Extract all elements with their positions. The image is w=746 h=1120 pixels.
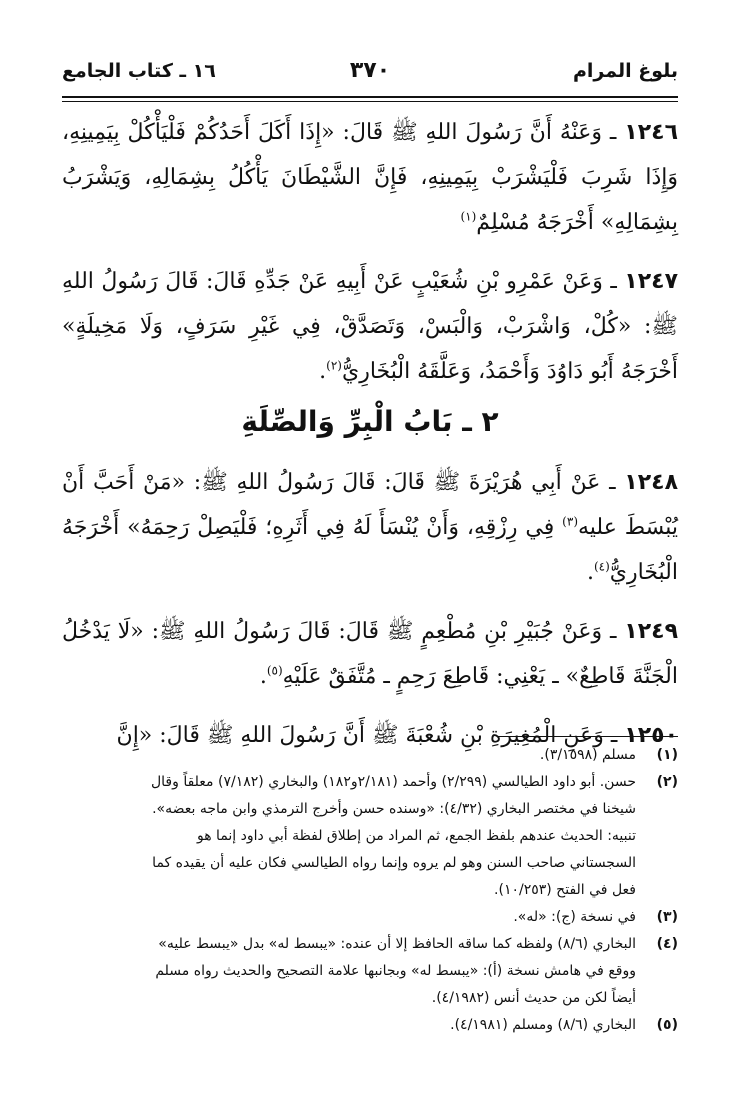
spacer [62,245,678,259]
footnote-ref[interactable]: (٣) [562,514,578,529]
hadith-ending: . [586,560,594,585]
hadith-text-continued: فِي رِزْقِهِ، وَأَنْ يُنْسَأَ لَهُ فِي أَثَرِهِ؛ فَلْيَصِلْ رَحِمَهُ» أَخْرَجَهُ الْبُخَارِيُّ [62,515,678,585]
page-number: ٣٧٠ [349,58,391,83]
footnote-4 [62,931,678,1012]
footnote-number: (٢) [656,774,678,790]
hadith-text: ـ وَعَنْهُ أَنَّ رَسُولَ اللهِ ﷺ قَالَ: «إِذَا أَكَلَ أَحَدُكُمْ فَلْيَأْكُلْ بِيَمِينِهِ، وَإِذَا شَرِبَ فَلْيَشْرَبْ بِيَمِينِهِ، فَإِنَّ الشَّيْطَانَ يَأْكُلُ بِشِمَالِهِ، وَيَشْرَبُ بِشِمَالِهِ» أَخْرَجَهُ مُسْلِمٌ [62,120,678,235]
header-rule-thin [62,101,678,102]
footnote-line: فعل في الفتح (١٠/٢٥٣). [494,882,636,898]
footnote-number: (١) [656,747,678,763]
hadith-number: ١٢٤٩ [624,619,678,644]
footnote-line: البخاري (٨/٦) ولفظه كما ساقه الحافظ إلا أن عنده: «يبسط له» بدل «يبسط عليه» [158,936,636,952]
footnote-number: (٤) [656,936,678,952]
footnote-line: مسلم (٣/١٥٩٨). [539,747,636,763]
hadith-1249 [62,609,678,699]
hadith-number: ١٢٤٦ [624,120,678,145]
footnote-line: البخاري (٨/٦) ومسلم (٤/١٩٨١). [450,1017,636,1033]
header-rule [62,96,678,98]
footnote-3 [62,904,678,931]
footnote-line: السجستاني صاحب السنن وهو لم يروه وإنما رواه الطيالسي فكان عليه أن يقيده كما [152,855,636,871]
footnote-separator [498,736,678,737]
hadith-number: ١٢٥٠ [624,723,678,748]
book-title: بلوغ المرام [572,60,678,82]
footnote-2 [62,769,678,904]
main-text [62,110,678,758]
section-heading: ٢ ـ بَابُ الْبِرِّ وَالصِّلَةِ [241,405,499,438]
hadith-number: ١٢٤٨ [624,470,678,495]
footnote-line: أيضاً لكن من حديث أنس (٤/١٩٨٢). [431,990,636,1006]
footnote-ref[interactable]: (١) [460,209,477,224]
footnote-ref[interactable]: (٥) [266,663,283,678]
spacer [62,595,678,609]
running-header [62,52,678,100]
hadith-text: ـ وَعَنْ جُبَيْرِ بْنِ مُطْعِمٍ ﷺ قَالَ: قَالَ رَسُولُ اللهِ ﷺ: «لَا يَدْخُلُ الْجَنَّةَ قَاطِعٌ» ـ يَعْنِي: قَاطِعَ رَحِمٍ ـ مُتَّفَقٌ عَلَيْهِ [62,619,678,689]
footnote-number: (٥) [656,1017,678,1033]
hadith-text: ـ وَعَنِ الْمُغِيرَةِ بْنِ شُعْبَةَ ﷺ أَنَّ رَسُولَ اللهِ ﷺ قَالَ: «إِنَّ [116,723,618,748]
footnote-line: شيخنا في مختصر البخاري (٤/٣٢): «وسنده حسن وأخرج الترمذي وابن ماجه بعضه». [152,801,636,817]
footnote-number: (٣) [656,909,678,925]
footnote-line: في نسخة (ج): «له». [513,909,636,925]
footnote-line: ووقع في هامش نسخة (أ): «يبسط له» وبجانبها علامة التصحيح والحديث رواه مسلم [155,963,636,979]
hadith-ending: . [319,359,327,384]
hadith-text: ـ وَعَنْ عَمْرِو بْنِ شُعَيْبٍ عَنْ أَبِيهِ عَنْ جَدِّهِ قَالَ: قَالَ رَسُولُ اللهِ ﷺ: «كُلْ، وَاشْرَبْ، وَالْبَسْ، وَتَصَدَّقْ، فِي غَيْرِ سَرَفٍ، وَلَا مَخِيلَةٍ» أَخْرَجَهُ أَبُو دَاوُدَ وَأَحْمَدُ، وَعَلَّقَهُ الْبُخَارِيُّ [62,269,678,384]
hadith-number: ١٢٤٧ [624,269,679,294]
hadith-1247 [62,259,678,394]
footnote-line: تنبيه: الحديث عندهم بلفظ الجمع، ثم المراد من إطلاق لفظة أبي داود إنما هو [196,828,636,844]
footnote-ref[interactable]: (٢) [326,358,342,373]
spacer [62,699,678,713]
chapter-title: ١٦ ـ كتاب الجامع [62,60,216,82]
hadith-1246 [62,110,678,245]
footnote-1 [62,742,678,769]
footnotes [62,742,678,1039]
hadith-text: ـ عَنْ أَبِي هُرَيْرَةَ ﷺ قَالَ: قَالَ رَسُولُ اللهِ ﷺ: «مَنْ أَحَبَّ أَنْ يُبْسَطَ عليه [62,470,678,540]
footnote-ref[interactable]: (٤) [593,559,610,574]
footnote-line: حسن. أبو داود الطيالسي (٢/٢٩٩) وأحمد (٢/١٨١و١٨٢) والبخاري (٧/١٨٢) معلقاً وقال [150,774,636,790]
hadith-ending: . [259,664,267,689]
hadith-1248 [62,460,678,595]
footnote-5 [62,1012,678,1039]
